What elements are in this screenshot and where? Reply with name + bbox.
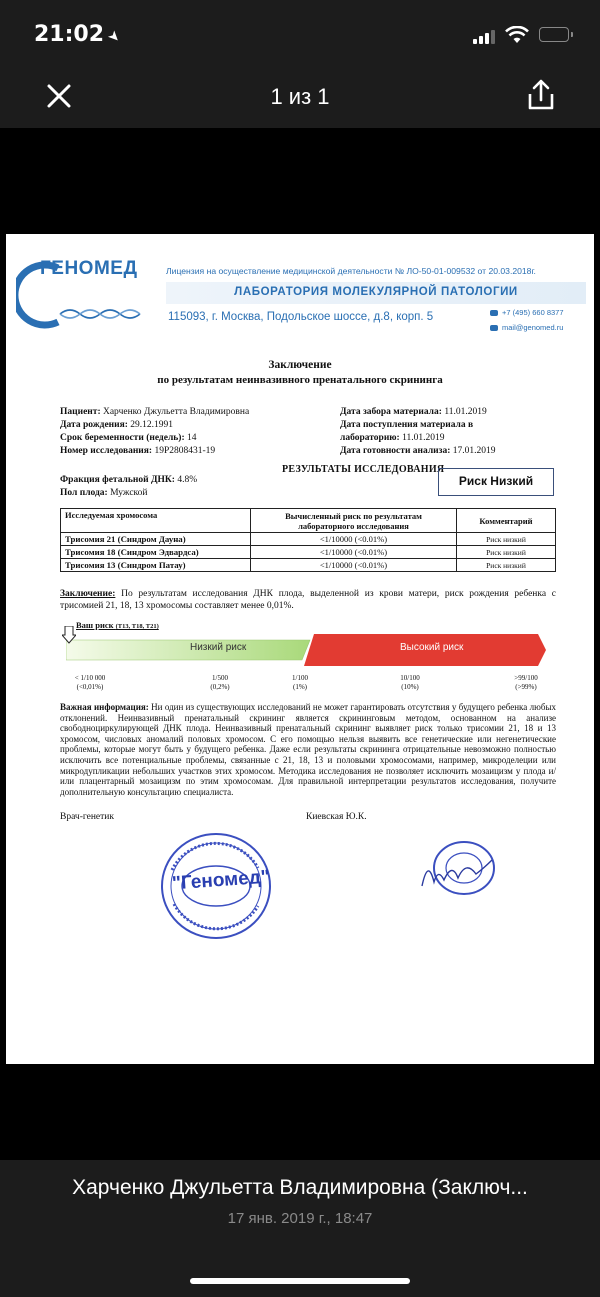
dates-info xyxy=(340,406,496,458)
scale-label xyxy=(76,620,159,630)
tick-top: < 1/10 000 xyxy=(74,674,106,682)
scale-label-text: Ваш риск xyxy=(76,620,114,630)
col-comment: Комментарий xyxy=(457,509,556,533)
collect-value: 11.01.2019 xyxy=(444,407,487,417)
table-row xyxy=(61,533,556,546)
logo-text: ГЕНОМЕД xyxy=(40,258,138,279)
arrival-label-1: Дата поступления материала в xyxy=(340,420,474,430)
col-risk xyxy=(251,509,457,533)
tick-label xyxy=(60,674,120,692)
phone-text: +7 (495) 660 8377 xyxy=(502,308,564,317)
patient-value: Харченко Джульетта Владимировна xyxy=(102,407,250,417)
table-row xyxy=(61,559,556,572)
document-page xyxy=(6,234,594,1064)
row-risk: <1/10000 (<0.01%) xyxy=(251,546,457,559)
home-indicator[interactable] xyxy=(190,1278,410,1284)
important-label: Важная информация: xyxy=(60,702,149,712)
low-risk-segment xyxy=(66,640,310,660)
document-viewer[interactable] xyxy=(0,128,600,1160)
row-comment: Риск низкий xyxy=(457,546,556,559)
lab-band xyxy=(166,282,586,304)
address: 115093, г. Москва, Подольское шоссе, д.8, корп. 5 xyxy=(168,311,434,323)
tick-bottom: (>99%) xyxy=(515,683,537,691)
risk-marker-icon xyxy=(62,626,76,644)
email xyxy=(490,323,563,332)
status-time: 21:02 xyxy=(34,22,105,47)
tick-top: 10/100 xyxy=(400,674,420,682)
risk-scale-bar xyxy=(66,634,546,666)
row-name: Трисомия 13 (Синдром Патау) xyxy=(61,559,251,572)
table-row xyxy=(61,546,556,559)
col-risk-line1: Вычисленный риск по результатам xyxy=(285,510,422,521)
file-date: 17 янв. 2019 г., 18:47 xyxy=(227,1210,373,1227)
row-risk: <1/10000 (<0.01%) xyxy=(251,533,457,546)
email-text: mail@genomed.ru xyxy=(502,323,564,332)
ready-label: Дата готовности анализа: xyxy=(340,446,451,456)
results-table xyxy=(60,508,556,572)
location-arrow-icon: ➤ xyxy=(104,27,124,47)
email-icon xyxy=(490,325,498,331)
tick-bottom: (<0,01%) xyxy=(76,683,104,691)
low-risk-label: Низкий риск xyxy=(190,642,247,653)
phone xyxy=(490,308,564,317)
file-title: Харченко Джульетта Владимировна (Заключ... xyxy=(72,1176,528,1199)
table-header-row xyxy=(61,509,556,533)
tick-bottom: (10%) xyxy=(401,683,419,691)
doctor-label: Врач-генетик xyxy=(60,812,115,822)
row-risk: <1/10000 (<0.01%) xyxy=(251,559,457,572)
row-name: Трисомия 21 (Синдром Дауна) xyxy=(61,533,251,546)
license-text: Лицензия на осуществление медицинской деятельности № ЛО-50-01-009532 от 20.03.2018г. xyxy=(166,266,536,276)
lab-name: ЛАБОРАТОРИЯ МОЛЕКУЛЯРНОЙ ПАТОЛОГИИ xyxy=(234,286,518,298)
dob-label: Дата рождения: xyxy=(60,420,128,430)
col-chromosome: Исследуемая хромосома xyxy=(61,509,251,533)
status-time-wrap xyxy=(34,22,124,47)
results-heading: РЕЗУЛЬТАТЫ ИССЛЕДОВАНИЯ xyxy=(282,464,445,475)
fraction-label: Фракция фетальной ДНК: xyxy=(60,475,175,485)
wifi-icon xyxy=(505,26,529,44)
collect-label: Дата забора материала: xyxy=(340,407,442,417)
term-value: 14 xyxy=(187,433,197,443)
conclusion-text: По результатам исследования ДНК плода, выделенной из крови матери, риск рождения ребенка с трисомией 21, 18, 13 хромосомы составляет менее 0,01%. xyxy=(60,589,556,611)
important-text: Ни один из существующих исследований не может гарантировать отсутствия у будущего ребенка любых отклонений. Неинвазивный пренатальный скрининг является скрининговым методом, основанном на анализе свободноциркулирующей ДНК плода. Неинвазивный пренатальный скрининг выявляет риск только трисомии 21, 18 и 13 хромосом, числовых аномалий половых хромосом. С его помощью нельзя выявить все генетические или негенетические проблемы, которые могут быть у будущего ребенка. Даже если результаты скрининга отрицательные невозможно полностью исключить все потенциальные проблемы, связанные с 21, 18, 13 и половыми хромосомами, например, микроделеции или микродупликации небольших участков этих хромосом. Методика исследования не позволяет исключить мозаицизм у плода и/или плацентарный мозаицизм по этим хромосомам. Для правильной интерпретации результатов исследования, получите дополнительную консультацию специалиста. xyxy=(60,702,557,797)
fetal-info xyxy=(60,474,197,500)
battery-icon xyxy=(539,27,569,42)
row-name: Трисомия 18 (Синдром Эдвардса) xyxy=(61,546,251,559)
risk-summary-box: Риск Низкий xyxy=(438,468,554,496)
phone-icon xyxy=(490,310,498,316)
signature-stamp xyxy=(418,838,498,900)
important-info xyxy=(60,702,556,797)
signal-icon xyxy=(473,28,497,44)
tick-label xyxy=(270,674,330,692)
ready-value: 17.01.2019 xyxy=(452,446,496,456)
row-comment: Риск низкий xyxy=(457,533,556,546)
doctor-name: Киевская Ю.К. xyxy=(306,812,367,822)
caption-bar xyxy=(0,1160,600,1297)
doc-title: Заключение xyxy=(268,359,332,371)
sex-label: Пол плода: xyxy=(60,488,108,498)
tick-label xyxy=(380,674,440,692)
tick-top: >99/100 xyxy=(514,674,538,682)
tick-top: 1/500 xyxy=(212,674,228,682)
arrival-value: 11.01.2019 xyxy=(402,433,445,443)
scale-label-small: (T13, T18, T21) xyxy=(115,623,159,630)
conclusion-label: Заключение: xyxy=(60,589,116,599)
status-bar xyxy=(0,0,600,70)
row-comment: Риск низкий xyxy=(457,559,556,572)
tick-label xyxy=(496,674,556,692)
sex-value: Мужской xyxy=(110,488,148,498)
tick-bottom: (0,2%) xyxy=(210,683,230,691)
tick-bottom: (1%) xyxy=(293,683,307,691)
study-label: Номер исследования: xyxy=(60,446,153,456)
stamp-word: "Геномед" xyxy=(171,866,271,895)
page-counter: 1 из 1 xyxy=(270,84,330,109)
conclusion xyxy=(60,588,556,612)
tick-top: 1/100 xyxy=(292,674,308,682)
patient-info xyxy=(60,406,249,458)
term-label: Срок беременности (недель): xyxy=(60,433,185,443)
share-icon[interactable] xyxy=(526,78,556,112)
col-risk-line2: лабораторного исследования xyxy=(298,520,409,531)
nav-bar xyxy=(0,70,600,128)
arrival-label-2: лабораторию: xyxy=(340,433,400,443)
study-value: 19P2808431-19 xyxy=(154,446,216,456)
doc-subtitle: по результатам неинвазивного пренатального скрининга xyxy=(157,374,443,386)
high-risk-label: Высокий риск xyxy=(400,642,464,653)
patient-label: Пациент: xyxy=(60,407,101,417)
tick-label xyxy=(190,674,250,692)
fraction-value: 4.8% xyxy=(177,475,198,485)
dob-value: 29.12.1991 xyxy=(130,420,174,430)
